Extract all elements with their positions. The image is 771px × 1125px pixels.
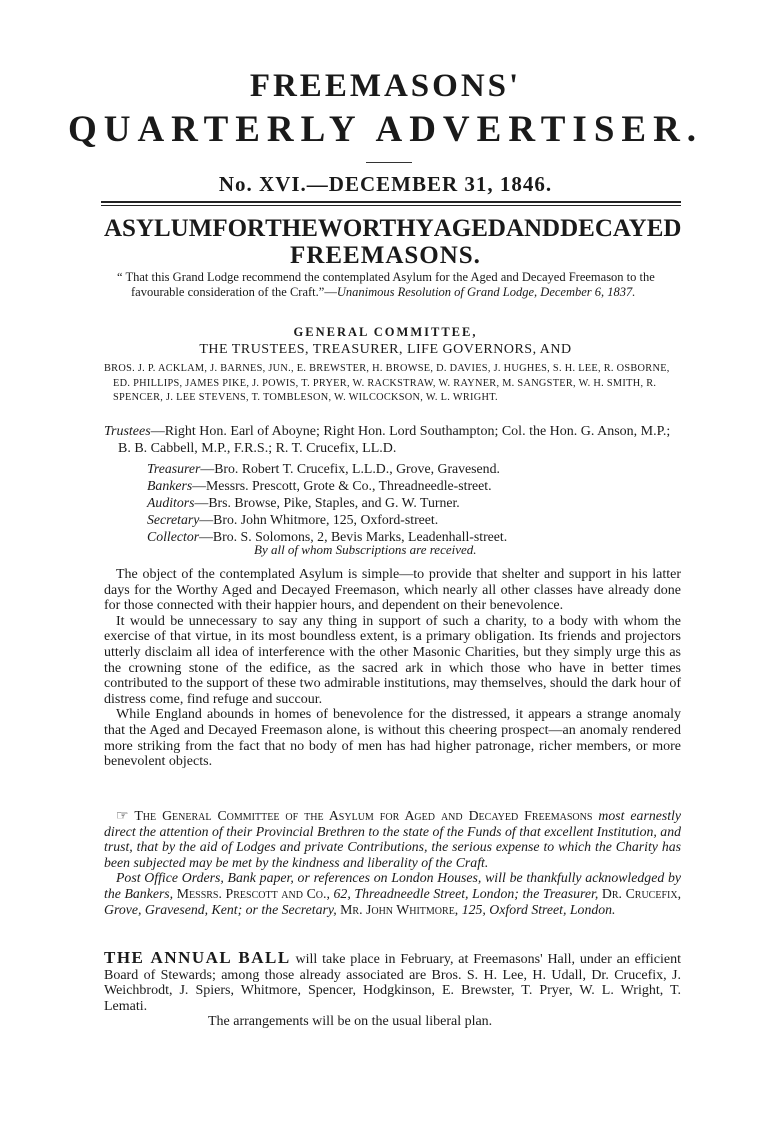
officer-auditors: [147, 494, 667, 511]
heading-word: DECAYED: [560, 215, 682, 242]
heading-word: AGED: [433, 215, 506, 242]
notice-bankers: Messrs. Prescott and Co.,: [176, 885, 330, 901]
masthead-subtitle: QUARTERLY ADVERTISER.: [67, 109, 704, 150]
resolution-text: “ That this Grand Lodge recommend the contemplated Asylum for the Aged and Decayed Freemason to the favourable consideration of the Craft.”—: [117, 270, 655, 299]
brethren-names: BROS. J. P. ACKLAM, J. BARNES, JUN., E. BREWSTER, H. BROWSE, D. DAVIES, J. HUGHES, S. H. LEE, R. OSBORNE, ED. PHILLIPS, JAMES PIKE, J. POWIS, T. PRYER, W. RACKSTRAW, W. RAYNER, M. SANGSTER, W. H. SMITH, R. SPENCER, J. LEE STEVENS, T. TOMBLESON, W. WILCOCKSON, W. L. WRIGHT.: [104, 363, 670, 404]
officer-text: —Brs. Browse, Pike, Staples, and G. W. Turner.: [194, 495, 460, 510]
officers-list: [147, 460, 667, 545]
officer-text: —Bro. John Whitmore, 125, Oxford-street.: [199, 512, 439, 527]
heading-word: AND: [505, 215, 561, 242]
heading-word: ASYLUM: [104, 215, 213, 242]
double-rule-bottom: [101, 205, 681, 206]
notice-text: most earnestly direct the attention of their Provincial Brethren to the state of the Funds of that excellent Institution, and trust, that by the aid of Lodges and private Contributions, the serious expense to which the Charity has been subjected may be met by the kindness and liberality of the Craft.: [104, 808, 682, 870]
committee-notice: [104, 808, 681, 917]
officer-text: —Messrs. Prescott, Grote & Co., Threadneedle-street.: [192, 478, 492, 493]
general-committee-heading: GENERAL COMMITTEE,: [293, 325, 478, 339]
issue-line: No. XVI.—DECEMBER 31, 1846.: [218, 172, 553, 196]
notice-committee-name: The General Committee of the Asylum for Aged and Decayed Freemasons: [134, 808, 593, 823]
pointing-hand-icon: ☞: [116, 808, 129, 823]
body-paragraph: The object of the contemplated Asylum is simple—to provide that shelter and support in his latter days for the Worthy Aged and Decayed Freemason, which nearly all other classes have already done for those connected with their happier hours, and dependent on their benevolence.: [104, 567, 681, 614]
trustees-governors-line: THE TRUSTEES, TREASURER, LIFE GOVERNORS, AND: [199, 342, 572, 357]
ball-closing: The arrangements will be on the usual liberal plan.: [208, 1014, 493, 1030]
asylum-heading-line2: FREEMASONS.: [290, 242, 481, 269]
body-paragraph: While England abounds in homes of benevolence for the distressed, it appears a strange anomaly that the Aged and Decayed Freemason alone, is without this cheering prospect—an anomaly rendered more striking from the fact that no body of men has had higher patronage, richer members, or more benevolent objects.: [104, 707, 681, 770]
officer-text: —Bro. S. Solomons, 2, Bevis Marks, Leadenhall-street.: [199, 529, 508, 544]
notice-text: Grove, Gravesend, Kent; or the Secretary,: [104, 901, 337, 917]
notice-text: 125, Oxford Street, London.: [461, 901, 616, 917]
double-rule-top: [101, 201, 681, 203]
notice-text: Post Office Orders, Bank paper, or references on London Houses, will be thankfully acknowledged by the Bankers,: [104, 870, 681, 901]
masthead-divider: [366, 162, 412, 163]
annual-ball-notice: [104, 950, 681, 1030]
asylum-heading-line1: [104, 215, 682, 243]
resolution-quote: [117, 270, 680, 299]
officer-label: Secretary: [147, 512, 200, 527]
masthead-title: FREEMASONS': [249, 68, 522, 104]
notice-treasurer: Dr. Crucefix,: [601, 885, 682, 901]
resolution-source: Unanimous Resolution of Grand Lodge, December 6, 1837.: [336, 284, 636, 299]
heading-word: THE: [265, 215, 318, 242]
body-paragraph: It would be unnecessary to say any thing in support of such a charity, to a body with whom the exercise of that virtue, in its most boundless extent, is a primary obligation. Its friends and projectors utterly disclaim all idea of interference with the other Masonic Charities, but they simply urge this as the crowning stone of the edifice, as the sacred ark in which those who have in better times contributed to the support of these two admirable institutions, may themselves, should the dark hour of distress come, find refuge and succour.: [104, 613, 681, 707]
officer-label: Auditors: [147, 495, 195, 510]
trustees-label: Trustees: [104, 424, 151, 439]
heading-word: WORTHY: [317, 215, 434, 242]
ball-text: will take place in February, at Freemasons' Hall, under an efficient Board of Stewards; among those already associated are Bros. S. H. Lee, H. Udall, Dr. Crucefix, J. Weichbrodt, J. Spiers, Whitmore, Spencer, Hodgkinson, E. Brewster, T. Pryer, W. L. Wright, T. Lemati.: [104, 952, 682, 1014]
officer-bankers: [147, 477, 667, 494]
committee-brethren-list: [104, 362, 684, 406]
notice-text: 62, Threadneedle Street, London; the Treasurer,: [333, 885, 599, 901]
officer-label: Bankers: [147, 478, 193, 493]
trustees-text: —Right Hon. Earl of Aboyne; Right Hon. Lord Southampton; Col. the Hon. G. Anson, M.P.; B. B. Cabbell, M.P., F.R.S.; R. T. Crucefix, LL.D.: [118, 424, 671, 456]
asylum-description: [104, 567, 681, 770]
trustees-list: [104, 423, 684, 457]
subscriptions-note: By all of whom Subscriptions are received.: [254, 542, 477, 557]
notice-secretary: Mr. John Whitmore,: [340, 901, 459, 917]
officer-text: —Bro. Robert T. Crucefix, L.L.D., Grove, Gravesend.: [200, 461, 500, 476]
heading-word: FOR: [212, 215, 266, 242]
officer-label: Treasurer: [147, 461, 201, 476]
officer-treasurer: [147, 460, 667, 477]
officer-secretary: [147, 511, 667, 528]
ball-heading: THE ANNUAL BALL: [104, 948, 291, 967]
officer-label: Collector: [147, 529, 200, 544]
